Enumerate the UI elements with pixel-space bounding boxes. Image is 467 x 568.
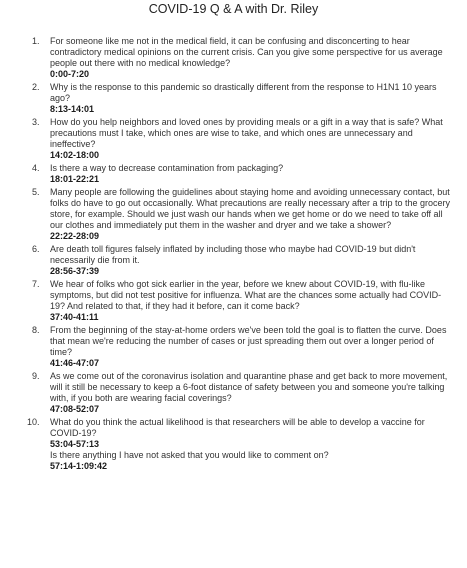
question-number: 4.	[32, 163, 40, 173]
page-title: COVID-19 Q & A with Dr. Riley	[148, 2, 319, 16]
question-number: 9.	[32, 371, 40, 381]
question-text: We hear of folks who got sick earlier in the year, before we knew about COVID-19, with flu-like symptoms, but did not test positive for influenza. What are the chances some actually had COVID-19? And related to that, if they had it before, can it come back?	[50, 279, 442, 311]
timestamp-range: 14:02-18:00	[50, 150, 100, 160]
timestamp-range: 0:00-7:20	[50, 69, 90, 79]
question-item-4	[15, 163, 455, 185]
question-text: How do you help neighbors and loved ones by providing meals or a gift in a way that is safe? What precautions must I take, which ones are wise to take, and which ones are unnecessary and ineffective?	[50, 117, 443, 149]
timestamp-range: 37:40-41:11	[50, 312, 99, 322]
question-text: As we come out of the coronavirus isolation and quarantine phase and get back to more movement, will it still be necessary to keep a 6-foot distance of safety between you and someone you're talking with, if you both are wearing facial coverings?	[50, 371, 448, 403]
question-text: Why is the response to this pandemic so drastically different from the response to H1N1 10 years ago?	[50, 82, 437, 103]
timestamp-range: 8:13-14:01	[50, 104, 95, 114]
timestamp-range: 22:22-28:09	[50, 231, 100, 241]
question-number: 1.	[32, 36, 40, 46]
question-text: For someone like me not in the medical field, it can be confusing and disconcerting to hear contradictory medical opinions on the current crisis. Can you give some perspective for us average people out there with no medical knowledge?	[50, 36, 443, 68]
question-item-1	[15, 36, 455, 80]
question-item-6	[15, 244, 455, 277]
question-item-8	[15, 325, 455, 369]
question-item-5	[15, 187, 455, 242]
timestamp-range: 18:01-22:21	[50, 174, 100, 184]
timestamp-range: 28:56-37:39	[50, 266, 100, 276]
closing-timestamp-range: 57:14-1:09:42	[50, 461, 108, 471]
question-text: Many people are following the guidelines about staying home and avoiding unnecessary contact, but folks do have to go out occasionally. What precautions are really necessary after a trip to the grocery store, for example. Should we just wash our hands when we get home or do we need to take off all our clothes and immediately put them in the washer and dryer and we take a shower?	[50, 187, 451, 230]
question-text: Are death toll figures falsely inflated by including those who maybe had COVID-19 but didn't necessarily die from it.	[50, 244, 416, 265]
question-number: 6.	[32, 244, 40, 254]
timestamp-range: 53:04-57:13	[50, 439, 100, 449]
question-number: 10.	[27, 417, 40, 427]
question-list	[15, 36, 455, 474]
question-number: 7.	[32, 279, 40, 289]
timestamp-range: 41:46-47:07	[50, 358, 100, 368]
question-item-2	[15, 82, 455, 115]
question-item-7	[15, 279, 455, 323]
question-text: Is there a way to decrease contamination from packaging?	[50, 163, 284, 173]
question-item-9	[15, 371, 455, 415]
closing-question-text: Is there anything I have not asked that you would like to comment on?	[50, 450, 329, 460]
question-item-10	[15, 417, 455, 472]
question-number: 2.	[32, 82, 40, 92]
question-number: 5.	[32, 187, 40, 197]
question-number: 3.	[32, 117, 40, 127]
timestamp-range: 47:08-52:07	[50, 404, 100, 414]
question-item-3	[15, 117, 455, 161]
question-text: What do you think the actual likelihood is that researchers will be able to develop a vaccine for COVID-19?	[50, 417, 425, 438]
question-number: 8.	[32, 325, 40, 335]
question-text: From the beginning of the stay-at-home orders we've been told the goal is to flatten the curve. Does that mean we're reducing the number of cases or just spreading them out over a longer period of time?	[50, 325, 447, 357]
